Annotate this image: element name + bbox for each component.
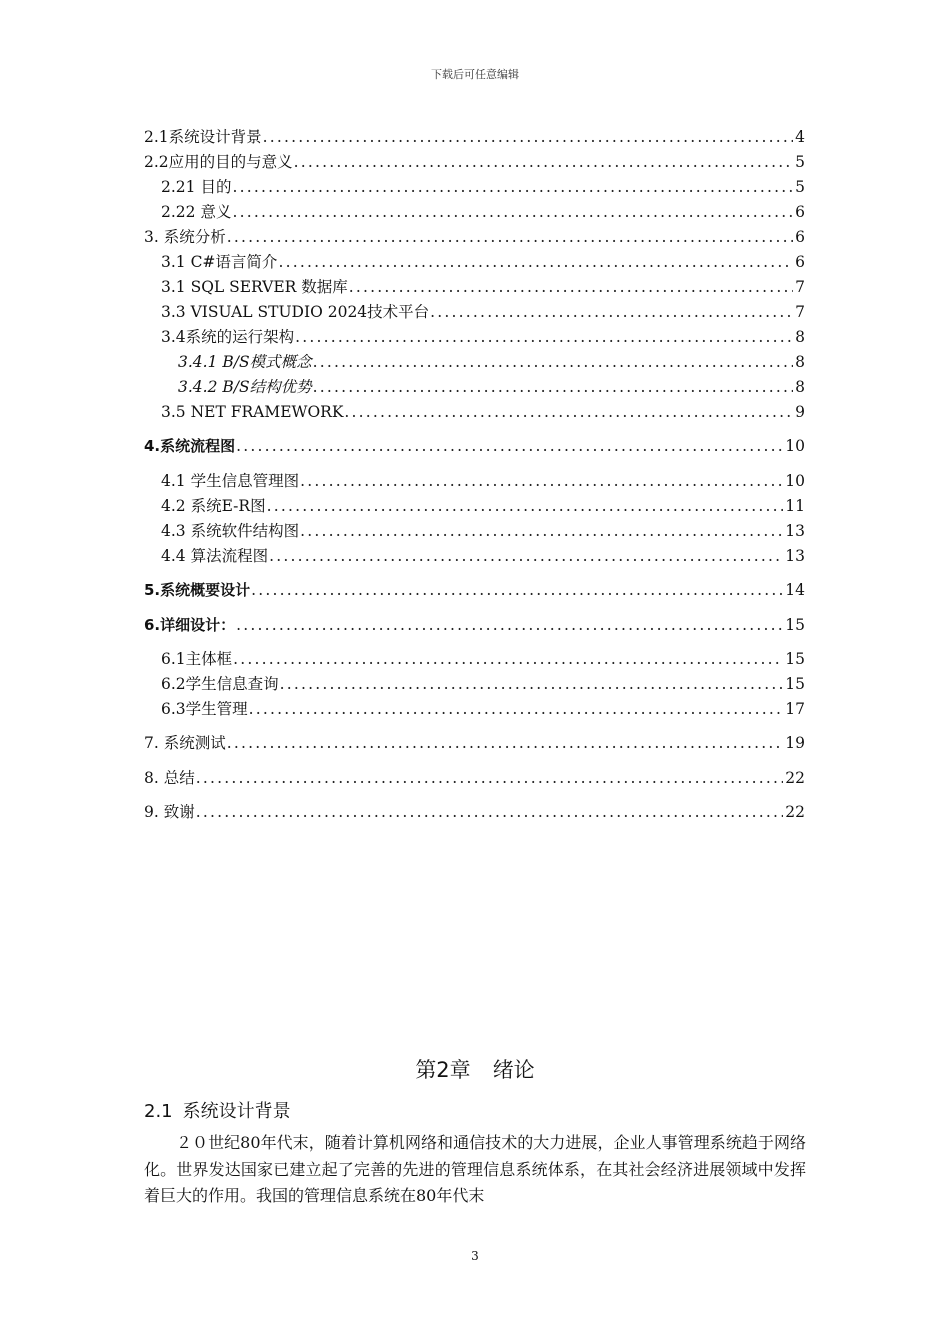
toc-entry-title: 6.1主体框 (161, 650, 233, 668)
chapter-heading (0, 1054, 950, 1084)
toc-leader-dots (280, 674, 784, 694)
toc-entry-title: 3.4.1 B/S模式概念 (178, 353, 312, 371)
toc-entry-title: 9. 致谢 (144, 803, 195, 821)
toc-entry[interactable] (144, 227, 805, 247)
toc-leader-dots (232, 177, 793, 197)
toc-entry[interactable] (161, 202, 805, 222)
toc-leader-dots (430, 302, 793, 322)
toc-entry-title: 6.详细设计： (144, 616, 236, 634)
toc-entry[interactable] (161, 402, 805, 422)
toc-leader-dots (196, 802, 784, 822)
toc-entry-title: 6.2学生信息查询 (161, 675, 279, 693)
toc-entry-page: 15 (785, 650, 805, 668)
body-paragraph: ２０世纪80年代末，随着计算机网络和通信技术的大力进展，企业人事管理系统趋于网络化。世界发达国家已建立起了完善的先进的管理信息系统体系，在其社会经济进展领域中发挥着巨大的作用。我国的管理信息系统在80年代末 (144, 1133, 806, 1205)
toc-entry[interactable] (144, 127, 805, 147)
toc-leader-dots (249, 699, 784, 719)
toc-entry-page: 11 (785, 497, 805, 515)
toc-entry[interactable] (178, 377, 805, 397)
toc-entry-page: 9 (795, 403, 805, 421)
toc-leader-dots (300, 521, 783, 541)
page-header: 下载后可任意编辑 (431, 68, 519, 81)
toc-entry-title: 5.系统概要设计 (144, 581, 251, 599)
toc-entry[interactable] (161, 546, 805, 566)
toc-leader-dots (236, 436, 783, 456)
toc-entry[interactable] (144, 580, 805, 600)
toc-entry-title: 3.5 NET FRAMEWORK (161, 403, 344, 421)
toc-entry-page: 22 (785, 803, 805, 821)
toc-leader-dots (313, 352, 794, 372)
toc-leader-dots (233, 649, 783, 669)
toc-leader-dots (269, 546, 783, 566)
toc-leader-dots (227, 733, 784, 753)
toc-entry-title: 4.2 系统E-R图 (161, 497, 266, 515)
toc-entry-page: 8 (795, 328, 805, 346)
toc-entry-title: 7. 系统测试 (144, 734, 226, 752)
toc-entry-title: 3.4系统的运行架构 (161, 328, 295, 346)
toc-leader-dots (263, 127, 793, 147)
toc-entry-title: 4.系统流程图 (144, 437, 236, 455)
toc-entry[interactable] (144, 802, 805, 822)
toc-entry-title: 2.22 意义 (161, 203, 232, 221)
toc-entry-title: 4.1 学生信息管理图 (161, 472, 300, 490)
toc-entry-page: 17 (785, 700, 805, 718)
toc-leader-dots (236, 615, 783, 635)
toc-leader-dots (313, 377, 794, 397)
toc-entry[interactable] (144, 436, 805, 456)
toc-entry-title: 2.1系统设计背景 (144, 128, 262, 146)
toc-entry[interactable] (161, 327, 805, 347)
toc-leader-dots (294, 152, 793, 172)
toc-entry-page: 6 (795, 203, 805, 221)
toc-entry-title: 4.4 算法流程图 (161, 547, 269, 565)
section-title: 系统设计背景 (182, 1101, 291, 1122)
toc-entry-page: 7 (795, 278, 805, 296)
toc-entry-page: 5 (795, 178, 805, 196)
toc-entry[interactable] (144, 152, 805, 172)
toc-entry[interactable] (161, 252, 805, 272)
toc-entry[interactable] (161, 302, 805, 322)
toc-leader-dots (251, 580, 783, 600)
toc-leader-dots (344, 402, 793, 422)
toc-entry[interactable] (161, 471, 805, 491)
toc-entry[interactable] (178, 352, 805, 372)
toc-entry[interactable] (144, 615, 805, 635)
toc-leader-dots (232, 202, 793, 222)
toc-entry-page: 15 (785, 616, 805, 634)
toc-leader-dots (278, 252, 793, 272)
toc-leader-dots (349, 277, 793, 297)
section-number: 2.1 (144, 1101, 173, 1122)
section-heading (144, 1097, 291, 1123)
toc-entry-title: 2.21 目的 (161, 178, 232, 196)
toc-entry-page: 14 (785, 581, 805, 599)
toc-entry-page: 15 (785, 675, 805, 693)
toc-entry-page: 6 (795, 253, 805, 271)
toc-entry-page: 19 (785, 734, 805, 752)
chapter-title: 绪论 (492, 1058, 535, 1082)
toc-leader-dots (300, 471, 783, 491)
toc-entry-page: 22 (785, 769, 805, 787)
toc-entry-page: 8 (795, 378, 805, 396)
toc-entry-page: 5 (795, 153, 805, 171)
toc-entry[interactable] (161, 177, 805, 197)
toc-leader-dots (295, 327, 793, 347)
toc-leader-dots (196, 768, 784, 788)
toc-entry-page: 7 (795, 303, 805, 321)
toc-entry-title: 8. 总结 (144, 769, 195, 787)
toc-entry-title: 3.3 VISUAL STUDIO 2024技术平台 (161, 303, 430, 321)
toc-entry-page: 10 (785, 437, 805, 455)
toc-entry-title: 6.3学生管理 (161, 700, 248, 718)
toc-entry[interactable] (161, 521, 805, 541)
toc-entry-title: 3. 系统分析 (144, 228, 226, 246)
toc-entry-page: 8 (795, 353, 805, 371)
toc-entry-title: 3.4.2 B/S结构优势 (178, 378, 312, 396)
toc-entry-title: 3.1 SQL SERVER 数据库 (161, 278, 348, 296)
page-number: 3 (471, 1249, 479, 1263)
toc-entry-page: 4 (795, 128, 805, 146)
toc-entry[interactable] (161, 674, 805, 694)
toc-entry[interactable] (144, 768, 805, 788)
chapter-number: 第2章 (415, 1058, 471, 1082)
toc-entry-title: 2.2应用的目的与意义 (144, 153, 293, 171)
toc-entry-title: 4.3 系统软件结构图 (161, 522, 300, 540)
toc-entry-page: 10 (785, 472, 805, 490)
toc-leader-dots (267, 496, 784, 516)
toc-entry-title: 3.1 C#语言简介 (161, 253, 278, 271)
toc-entry-page: 13 (785, 522, 805, 540)
toc-leader-dots (227, 227, 793, 247)
toc-entry-page: 13 (785, 547, 805, 565)
toc-entry[interactable] (161, 699, 805, 719)
toc-entry-page: 6 (795, 228, 805, 246)
toc-entry[interactable] (161, 496, 805, 516)
toc-entry[interactable] (161, 277, 805, 297)
toc-entry[interactable] (144, 733, 805, 753)
toc-entry[interactable] (161, 649, 805, 669)
